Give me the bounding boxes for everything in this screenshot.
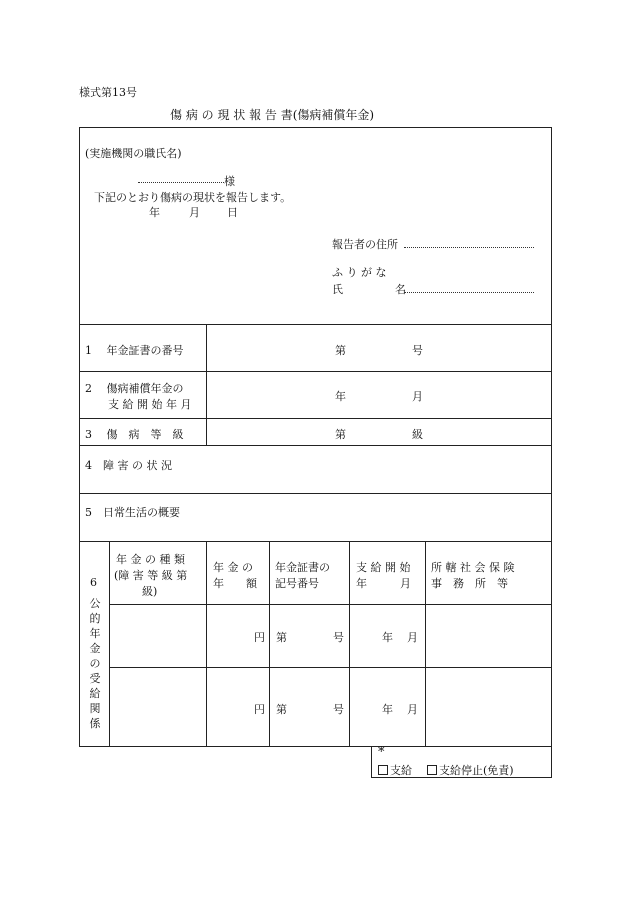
section6-divider	[425, 541, 426, 747]
daily-life-label: 5 日常生活の概要	[85, 506, 180, 519]
col-pension-type-l1: 年 金 の 種 類	[116, 553, 185, 566]
row-divider	[79, 324, 552, 325]
option-stop[interactable]	[427, 762, 514, 778]
footer-box-right-border	[551, 746, 552, 778]
section6-divider	[109, 541, 110, 747]
col-annual-amount-l1: 年 金 の	[213, 561, 253, 574]
col-cert-number-l1: 年金証書の	[275, 561, 330, 574]
start-date-label-line1: 2 傷病補償年金の	[85, 382, 184, 395]
footer-asterisk: *	[378, 745, 385, 760]
outer-right-border	[551, 127, 552, 747]
section6-number: 6	[90, 576, 97, 589]
footer-box-left-border	[371, 746, 372, 778]
pension-cert-number-label: 1 年金証書の番号	[85, 344, 184, 357]
col-cert-number-l2: 記号番号	[275, 577, 319, 590]
row1-yen: 円	[254, 631, 265, 644]
start-date-label-line2: 支 給 開 始 年 月	[108, 398, 192, 411]
injury-grade-kyu: 級	[412, 428, 423, 441]
form-number: 様式第13号	[79, 86, 137, 99]
row-divider	[79, 493, 552, 494]
start-date-month: 月	[412, 390, 423, 403]
pension-cert-dai: 第	[335, 344, 346, 357]
section6-divider	[206, 541, 207, 747]
date-day-label: 日	[227, 206, 238, 219]
section6-vertical-label: 公的年金の受給関係	[89, 597, 101, 730]
pension-cert-go: 号	[412, 344, 423, 357]
stop-label: 支給停止(免責)	[439, 764, 514, 777]
option-pay[interactable]	[378, 762, 412, 778]
col-start-date-l1: 支 給 開 始	[356, 561, 411, 574]
row-divider	[79, 371, 552, 372]
row2-yen: 円	[254, 703, 265, 716]
row1-dai: 第	[276, 631, 287, 644]
row2-month: 月	[407, 703, 418, 716]
section6-divider	[269, 541, 270, 747]
label-column-divider	[206, 324, 207, 445]
col-pension-type-l3: 級)	[142, 585, 158, 598]
outer-top-border	[79, 127, 552, 128]
outer-left-border	[79, 127, 80, 747]
date-year-label: 年	[149, 206, 160, 219]
stop-checkbox[interactable]	[427, 765, 437, 775]
reporter-name-field[interactable]	[404, 292, 534, 293]
outer-bottom-border	[79, 746, 552, 747]
agency-label: (実施機関の職氏名)	[85, 147, 182, 160]
name-label-second: 名	[395, 283, 406, 296]
reporter-address-field[interactable]	[404, 247, 534, 248]
row2-year: 年	[382, 703, 393, 716]
disability-status-label: 4 障 害 の 状 況	[85, 459, 172, 472]
injury-grade-dai: 第	[335, 428, 346, 441]
row-divider	[79, 541, 552, 542]
honorific: 様	[224, 175, 235, 188]
col-social-insurance-office-l1: 所 轄 社 会 保 険	[431, 561, 515, 574]
reporter-address-label: 報告者の住所	[332, 238, 398, 251]
start-date-year: 年	[335, 390, 346, 403]
row-divider	[79, 445, 552, 446]
col-pension-type-l2: (障 害 等 級 第	[114, 569, 188, 582]
intro-text: 下記のとおり傷病の現状を報告します。	[94, 191, 292, 204]
col-social-insurance-office-l2: 事 務 所 等	[431, 577, 508, 590]
section6-row-divider	[109, 604, 552, 605]
pay-label: 支給	[390, 764, 412, 777]
pay-checkbox[interactable]	[378, 765, 388, 775]
agency-name-field[interactable]	[138, 182, 224, 183]
date-month-label: 月	[189, 206, 200, 219]
row1-year: 年	[382, 631, 393, 644]
row2-dai: 第	[276, 703, 287, 716]
section6-row-divider	[109, 667, 552, 668]
injury-grade-label: 3 傷 病 等 級	[85, 428, 184, 441]
row2-go: 号	[333, 703, 344, 716]
col-annual-amount-l2: 年 額	[213, 577, 257, 590]
section6-divider	[349, 541, 350, 747]
row-divider	[79, 418, 552, 419]
name-label-first: 氏	[332, 283, 343, 296]
row1-go: 号	[333, 631, 344, 644]
col-start-date-l2: 年 月	[356, 577, 411, 590]
form-title: 傷 病 の 現 状 報 告 書(傷病補償年金)	[170, 108, 375, 122]
row1-month: 月	[407, 631, 418, 644]
furigana-label: ふ り が な	[332, 266, 387, 279]
